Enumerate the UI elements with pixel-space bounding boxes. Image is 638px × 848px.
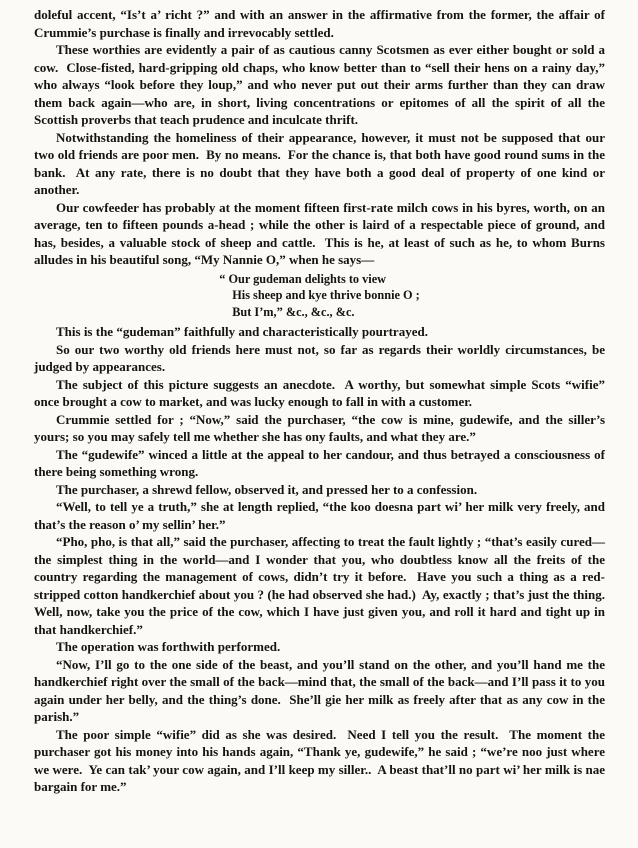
paragraph: doleful accent, “Is’t a’ richt ?” and with an answer in the affirmative from the former, the affair of Crummie’s purchase is finally and irrevocably settled. [34,7,609,40]
paragraph: Our cowfeeder has probably at the moment fifteen first-rate milch cows in his byres, worth, on an average, ten to fifteen pounds a-head ; while the other is laird of a respectable piece of ground, and has, besides, a valuable stock of sheep and cattle. This is he, at least of such as he, to whom Burns alludes in his beautiful song, “My Nannie O,” when he says— [34,199,609,267]
verse-line: But I’m,” &c., &c., &c. [232,304,355,319]
paragraph: The operation was forthwith performed. [56,639,281,654]
paragraph: Crummie settled for ; “Now,” said the purchaser, “the cow is mine, gudewife, and the siller’s yours; so you may safely tell me whether she has ony faults, and what they are.” [34,411,609,444]
paragraph: These worthies are evidently a pair of as cautious canny Scotsmen as ever either bought or sold a cow. Close-fisted, hard-gripping old chaps, who know better than to “sell their hens on a rainy day,” who always “look before they loup,” and who never put out their arms further than they can draw them back again—who are, in short, living concentrations or epitomes of all the spirit of all the Scottish proverbs that teach prudence and inculcate thrift. [34,42,609,127]
paragraph: “Well, to tell ye a truth,” she at length replied, “the koo doesna part wi’ her milk very freely, and that’s the reason o’ my sellin’ her.” [34,499,609,532]
paragraph: “Pho, pho, is that all,” said the purchaser, affecting to treat the fault lightly ; “that’s easily cured—the simplest thing in the world—and I wonder that you, who doubtless know all the freits of the country regarding the management of cows, didn’t try it before. Have you such a thing as a red-stripped cotton handkerchief about you ? (he had observed she had.) Ay, exactly ; that’s just the thing. Well, now, take you the price of the cow, which I have just given you, and roll it hard and tight up in that handkerchief.” [34,534,612,637]
paragraph: Notwithstanding the homeliness of their appearance, however, it must not be supposed that our two old friends are poor men. By no means. For the chance is, that both have good round sums in the bank. At any rate, there is no doubt that they have both a good deal of property of one kind or another. [34,129,609,197]
paragraph: The “gudewife” winced a little at the appeal to her candour, and thus betrayed a consciousness of there being something wrong. [34,446,609,479]
paragraph: “Now, I’ll go to the one side of the beast, and you’ll stand on the other, and you’ll hand me the handkerchief right over the small of the back—mind that, the small of the back—and I’ll pass it to you again under her belly, and the thing’s done. She’ll gie her milk as freely after that as any cow in the parish.” [34,656,609,724]
paragraph: The poor simple “wifie” did as she was desired. Need I tell you the result. The moment the purchaser got his money into his hands again, “Thank ye, gudewife,” he said ; “we’re noo just where we were. Ye can tak’ your cow again, and I’ll keep my siller.. A beast that’ll no part wi’ her milk is nae bargain for me.” [34,726,609,794]
paragraph: The subject of this picture suggests an anecdote. A worthy, but somewhat simple Scots “wifie” once brought a cow to market, and was lucky enough to fall in with a customer. [34,376,609,409]
paragraph: So our two worthy old friends here must not, so far as regards their worldly circumstances, be judged by appearances. [34,341,609,374]
verse-quote [219,271,420,321]
verse-line: “ Our gudeman delights to view [219,271,387,286]
paragraph: This is the “gudeman” faithfully and characteristically pourtrayed. [56,324,428,339]
verse-line: His sheep and kye thrive bonnie O ; [232,288,420,302]
paragraph: The purchaser, a shrewd fellow, observed it, and pressed her to a confession. [56,481,478,497]
